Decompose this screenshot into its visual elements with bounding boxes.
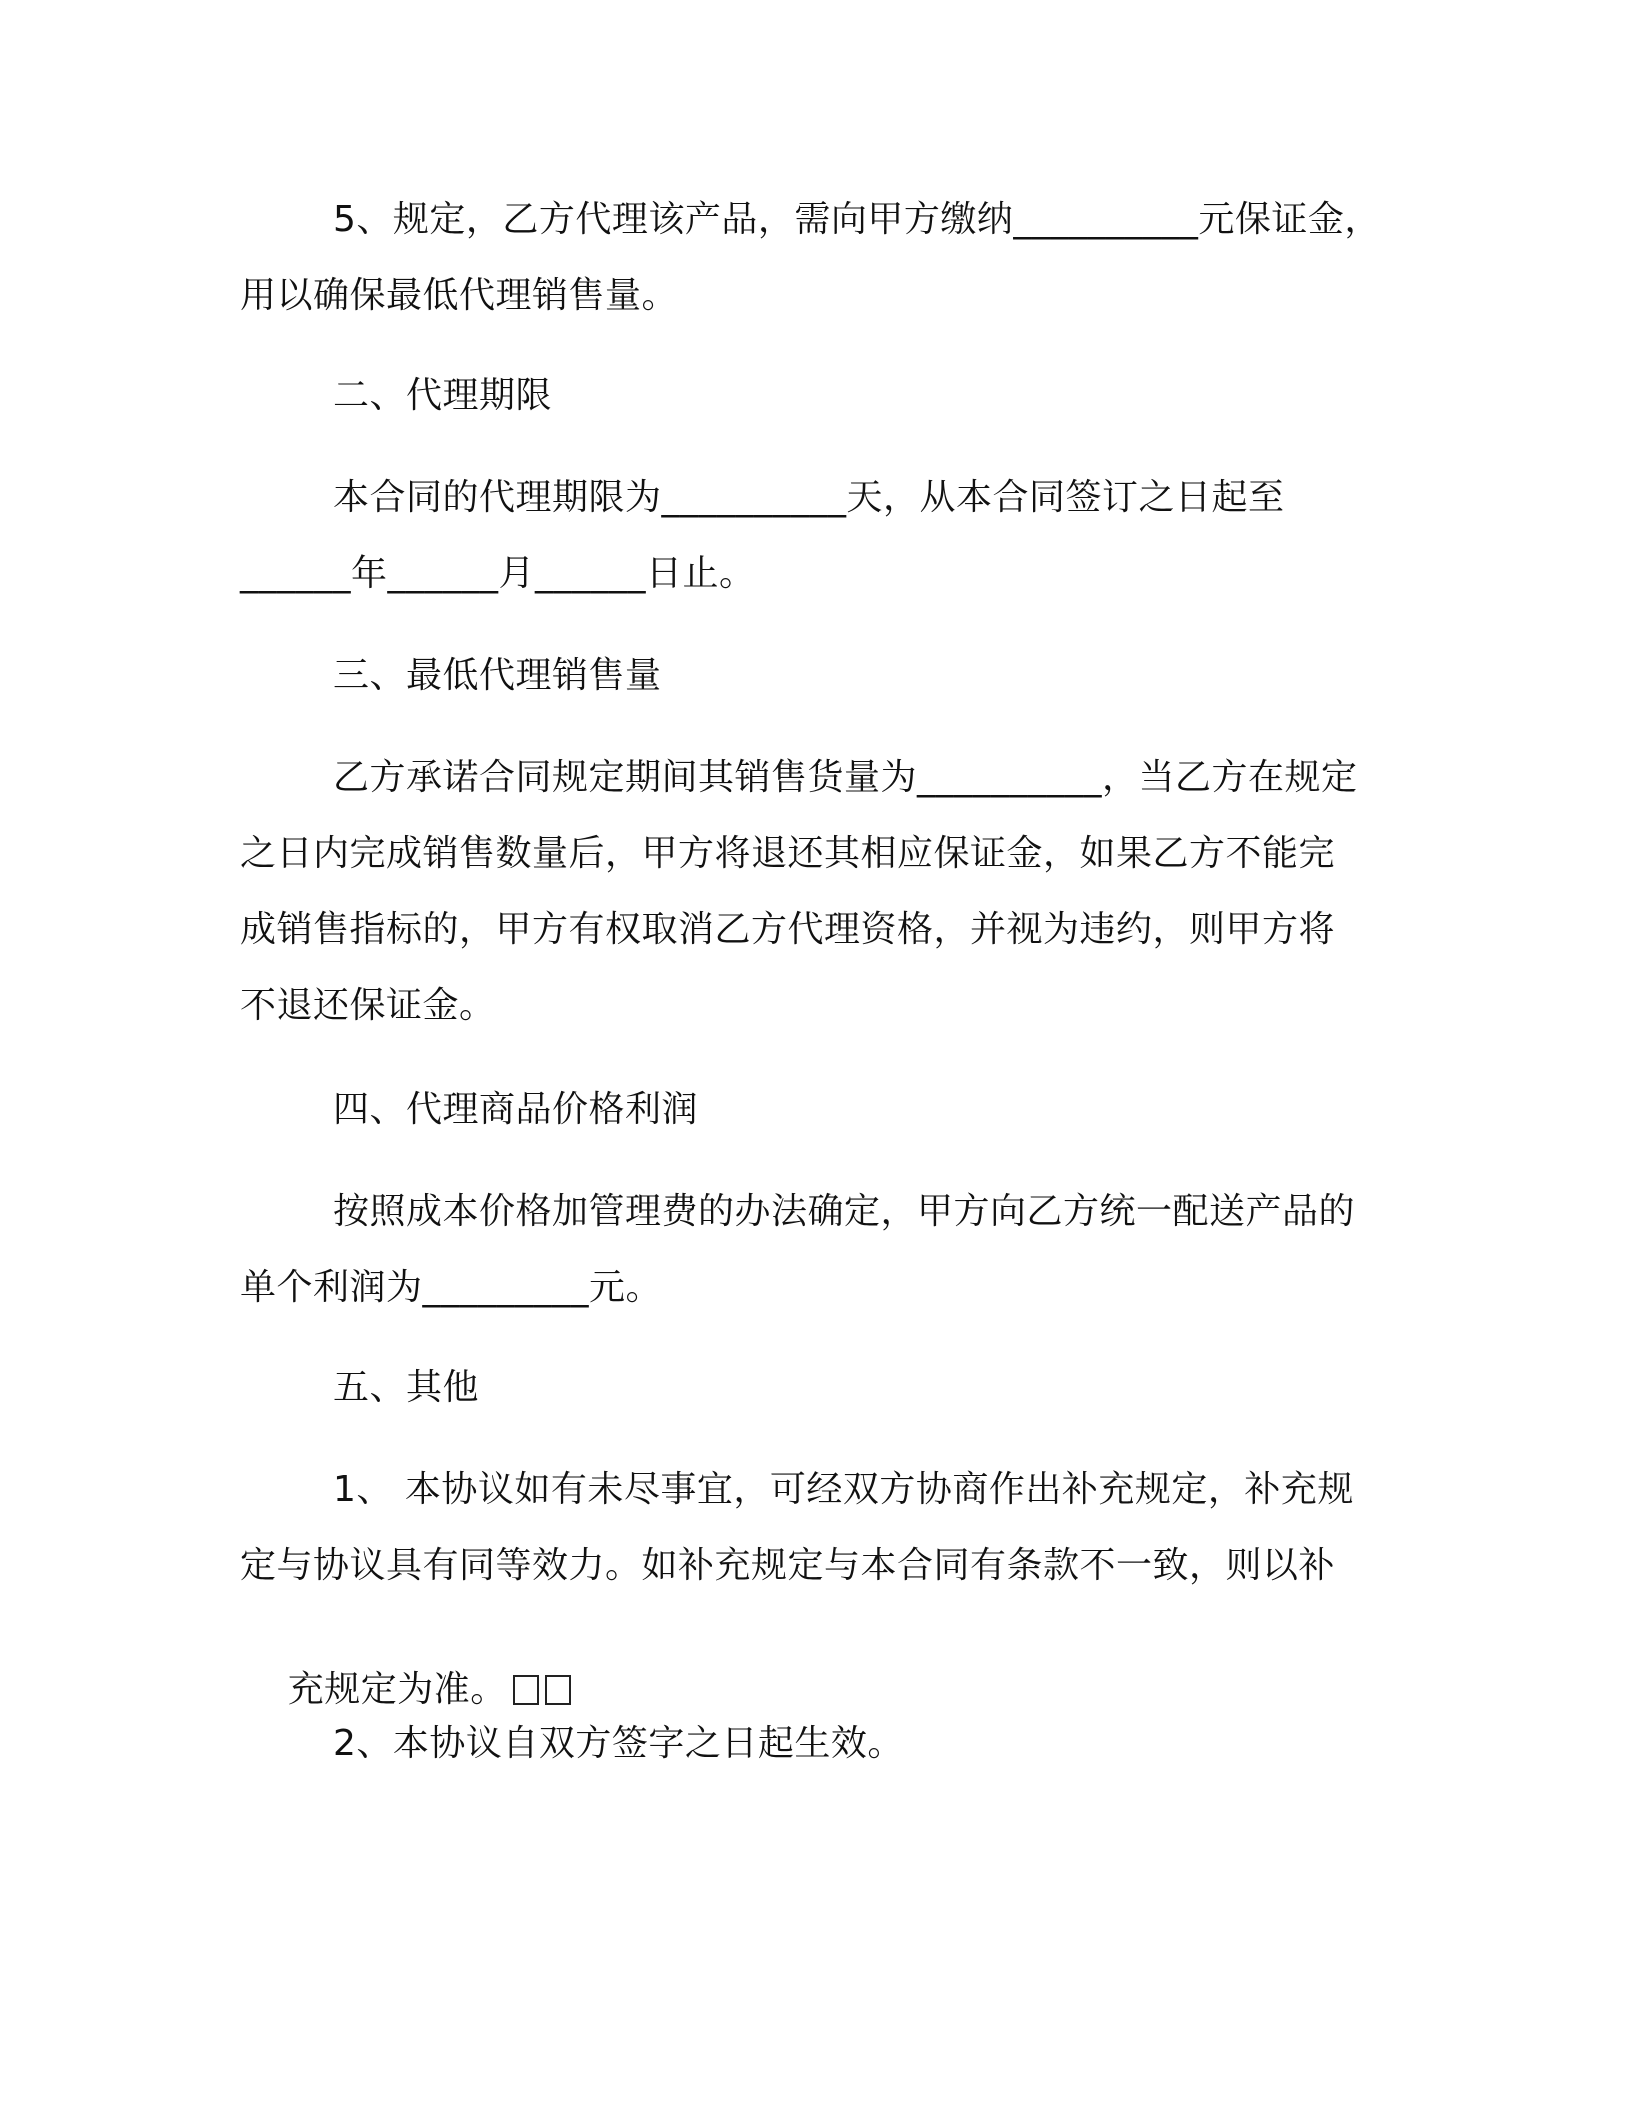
section-3-text-line-3: 成销售指标的，甲方有权取消乙方代理资格，并视为违约，则甲方将 <box>240 909 1336 950</box>
section-2-heading: 二、代理期限 <box>333 375 553 416</box>
missing-glyph-boxes <box>507 1670 571 1718</box>
clause-5-line-2: 用以确保最低代理销售量。 <box>240 275 679 316</box>
section-3-text-line-2: 之日内完成销售数量后，甲方将退还其相应保证金，如果乙方不能完 <box>240 833 1336 874</box>
section-5-heading: 五、其他 <box>333 1367 480 1408</box>
missing-glyph-box <box>545 1675 571 1705</box>
section-4-text-line-1: 按照成本价格加管理费的办法确定，甲方向乙方统一配送产品的 <box>333 1191 1356 1232</box>
missing-glyph-box <box>513 1675 539 1705</box>
section-5-item-1-line-2: 定与协议具有同等效力。如补充规定与本合同有条款不一致，则以补 <box>240 1545 1336 1586</box>
section-5-item-1-line-3-text: 充规定为准。 <box>287 1669 507 1710</box>
section-3-heading: 三、最低代理销售量 <box>333 655 662 696</box>
section-4-text-line-2: 单个利润为_________元。 <box>240 1267 663 1308</box>
section-2-text-line-1: 本合同的代理期限为__________天，从本合同签订之日起至 <box>333 477 1285 518</box>
section-5-item-2: 2、本协议自双方签字之日起生效。 <box>333 1723 904 1764</box>
section-4-heading: 四、代理商品价格利润 <box>333 1089 699 1130</box>
section-5-item-1-line-1: 1、 本协议如有未尽事宜，可经双方协商作出补充规定，补充规 <box>333 1469 1354 1510</box>
clause-5-line-1: 5、规定，乙方代理该产品，需向甲方缴纳__________元保证金， <box>333 199 1381 240</box>
section-2-text-line-2: ______年______月______日止。 <box>240 553 756 594</box>
section-3-text-line-4: 不退还保证金。 <box>240 985 496 1026</box>
section-3-text-line-1: 乙方承诺合同规定期间其销售货量为__________，当乙方在规定 <box>333 757 1358 798</box>
